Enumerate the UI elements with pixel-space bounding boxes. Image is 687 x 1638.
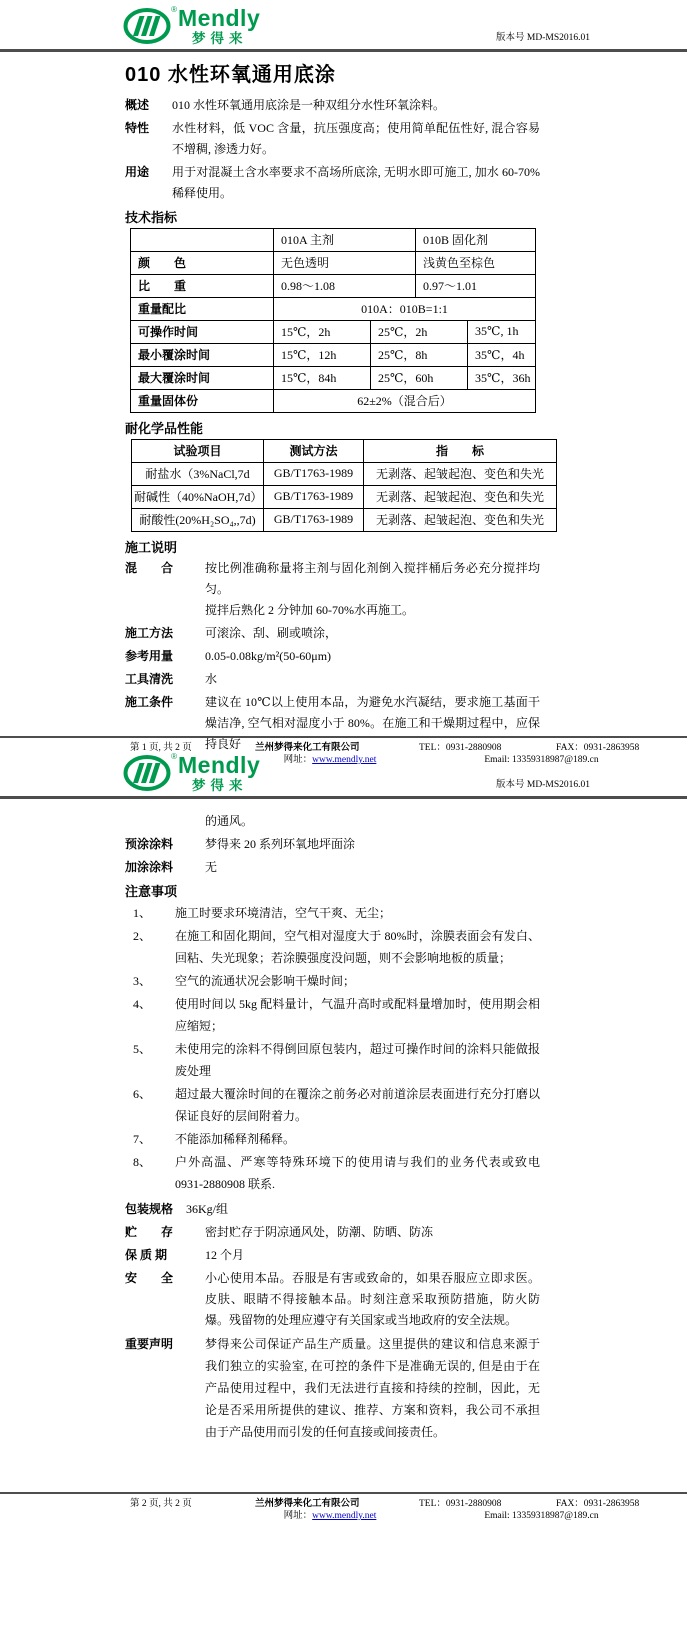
table-cell: 0.98～1.08 — [274, 274, 416, 297]
mendly-logo — [123, 754, 260, 793]
table-cell: 25℃，8h — [371, 343, 468, 366]
company-email: Email: 13359318987@189.cn — [484, 1511, 599, 1521]
topcoat-text: 无 — [205, 859, 218, 874]
company-website — [255, 1510, 405, 1522]
table-cell: 25℃，60h — [371, 366, 468, 389]
note-item-6 — [125, 1083, 540, 1127]
overview-text: 010 水性环氧通用底涂是一种双组分水性环氧涂料。 — [172, 97, 446, 112]
statement-row — [125, 1333, 540, 1443]
overview-label: 概述 — [125, 97, 150, 112]
company-email: Email: 13359318987@189.cn — [484, 755, 599, 765]
table-row — [132, 508, 557, 531]
table-cell: 0.97～1.01 — [416, 274, 536, 297]
version-label: 版本号 MD-MS2016.01 — [496, 32, 590, 43]
safety-row — [125, 1268, 540, 1331]
page-number: 第 2 页, 共 2 页 — [130, 1499, 192, 1509]
mendly-logo — [123, 7, 260, 46]
table-cell: 最小覆涂时间 — [131, 343, 274, 366]
table-cell: 测试方法 — [264, 439, 364, 462]
note-text: 超过最大覆涂时间的在覆涂之前务必对前道涂层表面进行充分打磨以保证良好的层间附着力。 — [175, 1086, 540, 1123]
method-text: 可滚涂、刮、刷或喷涂， — [205, 625, 338, 640]
note-text: 户外高温、严寒等特殊环境下的使用请与我们的业务代表或致电 0931-2880908 联系. — [175, 1154, 540, 1191]
table-cell: 耐碱性（40%NaOH,7d） — [132, 485, 264, 508]
mixing-row — [125, 558, 540, 621]
note-item-3 — [125, 970, 540, 992]
table-cell: 010B 固化剂 — [416, 228, 536, 251]
overview-row — [125, 95, 540, 116]
conditions-text: 建议在 10℃以上使用本品，为避免水汽凝结，要求施工基面干燥洁净, 空气相对湿度小于 80%。在施工和干燥期过程中，应保持良好 — [205, 694, 540, 751]
dosage-label: 参考用量 — [125, 648, 174, 663]
topcoat-row — [125, 857, 540, 878]
mendly-logo-icon — [123, 752, 177, 792]
table-cell: GB/T1763-1989 — [264, 485, 364, 508]
statement-text: 梦得来公司保证产品生产质量。这里提供的建议和信息来源于我们独立的实验室, 在可控的条件下是准确无误的, 但是由于在产品使用过程中，我们无法进行直接和持续的控制，因此，无论是否采用所提供的建议、推荐、方案和资料，我公司不承担由于产品使用而引发的任何直接或间接责任。 — [205, 1336, 540, 1439]
mendly-logo-icon — [123, 5, 177, 45]
note-text: 在施工和固化期间，空气相对湿度大于 80%时，涂膜表面会有发白、回粘、失光现象；若涂膜强度没问题，则不会影响地板的质量； — [175, 928, 540, 965]
page-number: 第 1 页, 共 2 页 — [130, 743, 192, 753]
precoat-text: 梦得来 20 系列环氧地坪面涂 — [205, 836, 356, 851]
page1-header — [0, 0, 687, 49]
note-text: 使用时间以 5kg 配料量计，气温升高时或配料量增加时，使用期会相应缩短； — [175, 996, 540, 1033]
table-row — [131, 274, 536, 297]
table-cell: 无剥落、起皱起泡、变色和失光 — [364, 462, 557, 485]
tech-specs-table — [130, 228, 536, 413]
table-cell: 耐酸性(20%H₂SO₄,,7d) — [132, 508, 264, 531]
table-cell: 010A：010B=1:1 — [274, 297, 536, 320]
features-row — [125, 118, 540, 160]
header-divider — [0, 49, 687, 52]
table-cell: 重量固体份 — [131, 389, 274, 412]
table-cell: 耐盐水（3%NaCl,7d — [132, 462, 264, 485]
cleaning-text: 水 — [205, 671, 218, 686]
header-divider — [0, 796, 687, 799]
table-row — [131, 228, 536, 251]
table-cell: 010A 主剂 — [274, 228, 416, 251]
method-row — [125, 623, 540, 644]
table-cell: 15℃，12h — [274, 343, 371, 366]
shelf-life-text: 12 个月 — [205, 1247, 245, 1262]
note-text: 未使用完的涂料不得倒回原包装内，超过可操作时间的涂料只能做报废处理 — [175, 1041, 540, 1078]
brand-name-cn: 梦得来 — [192, 778, 248, 793]
storage-text: 密封贮存于阴凉通风处，防潮、防晒、防冻 — [205, 1224, 434, 1239]
table-cell: 可操作时间 — [131, 320, 274, 343]
page1-content — [0, 62, 687, 755]
mixing-label: 混 合 — [125, 560, 174, 575]
page-1 — [0, 0, 687, 765]
table-cell: 35℃, 1h — [468, 320, 536, 343]
precoat-label: 预涂涂料 — [125, 836, 174, 851]
page2-header — [0, 747, 687, 796]
company-tel: TEL：0931-2880908 — [419, 743, 502, 753]
package-text: 36Kg/组 — [186, 1201, 229, 1216]
table-row — [132, 485, 557, 508]
version-label: 版本号 MD-MS2016.01 — [496, 779, 590, 790]
website-link[interactable]: www.mendly.net — [312, 1511, 377, 1521]
table-cell: 无剥落、起皱起泡、变色和失光 — [364, 485, 557, 508]
note-item-5 — [125, 1038, 540, 1082]
storage-row — [125, 1222, 540, 1243]
document-title: 010 水性环氧通用底涂 — [125, 63, 336, 86]
statement-label: 重要声明 — [125, 1336, 174, 1351]
safety-text: 小心使用本品。吞服是有害或致命的，如果吞服应立即求医。皮肤、眼睛不得接触本品。时刻注意采取预防措施，防火防爆。残留物的处理应遵守有关国家或当地政府的安全法规。 — [205, 1270, 540, 1327]
table-row — [131, 389, 536, 412]
company-fax: FAX：0931-2863958 — [556, 743, 640, 753]
note-item-2 — [125, 925, 540, 969]
precoat-row — [125, 834, 540, 855]
method-label: 施工方法 — [125, 625, 174, 640]
note-item-7 — [125, 1128, 540, 1150]
table-cell: 试验项目 — [132, 439, 264, 462]
conditions-label: 施工条件 — [125, 694, 174, 709]
shelf-life-label: 保 质 期 — [125, 1247, 168, 1262]
notes-title: 注意事项 — [125, 883, 178, 899]
note-number: 3、 — [133, 973, 152, 988]
brand-text — [178, 754, 260, 793]
note-text: 施工时要求环境清洁，空气干爽、无尘； — [175, 905, 392, 920]
website-label: 网址： — [283, 1511, 313, 1521]
footer-divider — [0, 1492, 687, 1494]
usage-text: 用于对混凝土含水率要求不高场所底涂, 无明水即可施工, 加水 60-70%稀释使用。 — [172, 164, 540, 200]
table-row — [132, 462, 557, 485]
mixing-text — [205, 558, 540, 621]
cleaning-label: 工具清洗 — [125, 671, 174, 686]
note-item-8 — [125, 1151, 540, 1195]
page2-content — [0, 811, 687, 1443]
table-cell: 15℃，84h — [274, 366, 371, 389]
note-number: 7、 — [133, 1131, 152, 1146]
safety-label: 安 全 — [125, 1270, 174, 1285]
mixing-line-1: 按比例准确称量将主剂与固化剂倒入搅拌桶后务必充分搅拌均匀。 — [205, 560, 540, 596]
table-cell: GB/T1763-1989 — [264, 462, 364, 485]
package-row — [125, 1199, 540, 1220]
table-cell: GB/T1763-1989 — [264, 508, 364, 531]
features-label: 特性 — [125, 120, 150, 135]
note-text: 空气的流通状况会影响干燥时间； — [175, 973, 356, 988]
table-cell: 最大覆涂时间 — [131, 366, 274, 389]
company-info — [255, 1498, 664, 1522]
chem-resistance-title: 耐化学品性能 — [125, 420, 204, 436]
page-2 — [0, 747, 687, 1638]
note-item-4 — [125, 993, 540, 1037]
table-row — [131, 320, 536, 343]
registered-trademark-icon: ® — [171, 5, 177, 15]
table-cell: 浅黄色至棕色 — [416, 251, 536, 274]
application-title: 施工说明 — [125, 539, 178, 555]
company-tel: TEL：0931-2880908 — [419, 1499, 502, 1509]
brand-text — [178, 7, 260, 46]
table-cell: 无剥落、起皱起泡、变色和失光 — [364, 508, 557, 531]
page2-footer — [0, 1492, 687, 1522]
note-number: 8、 — [133, 1154, 152, 1169]
brand-name-cn: 梦得来 — [192, 31, 248, 46]
topcoat-label: 加涂涂料 — [125, 859, 174, 874]
package-label: 包装规格 — [125, 1201, 174, 1216]
table-cell: 35℃，4h — [468, 343, 536, 366]
note-number: 1、 — [133, 905, 152, 920]
dosage-row — [125, 646, 540, 667]
table-row — [131, 366, 536, 389]
website-label: 网址： — [283, 755, 313, 765]
company-name: 兰州梦得来化工有限公司 — [255, 1499, 360, 1509]
dosage-text: 0.05-0.08kg/m²(50-60μm) — [205, 648, 332, 663]
table-cell: 15℃，2h — [274, 320, 371, 343]
table-row — [131, 297, 536, 320]
website-link[interactable]: www.mendly.net — [312, 755, 377, 765]
table-cell: 35℃，36h — [468, 366, 536, 389]
table-cell: 指 标 — [364, 439, 557, 462]
usage-row — [125, 162, 540, 204]
brand-name-en: Mendly — [178, 752, 261, 778]
table-cell: 无色透明 — [274, 251, 416, 274]
continuation-text: 的通风。 — [205, 813, 254, 828]
chem-resistance-table — [131, 439, 557, 532]
tech-specs-title: 技术指标 — [125, 209, 178, 225]
note-number: 2、 — [133, 928, 152, 943]
usage-label: 用途 — [125, 164, 150, 179]
registered-trademark-icon: ® — [171, 752, 177, 762]
table-cell: 颜 色 — [131, 251, 274, 274]
note-text: 不能添加稀释剂稀释。 — [175, 1131, 296, 1146]
footer-divider — [0, 736, 687, 738]
table-cell — [131, 228, 274, 251]
storage-label: 贮 存 — [125, 1224, 174, 1239]
mixing-line-2: 搅拌后熟化 2 分钟加 60-70%水再施工。 — [205, 602, 414, 617]
table-cell: 25℃，2h — [371, 320, 468, 343]
note-item-1 — [125, 902, 540, 924]
note-number: 5、 — [133, 1041, 152, 1056]
table-cell: 重量配比 — [131, 297, 274, 320]
table-row — [131, 343, 536, 366]
company-name: 兰州梦得来化工有限公司 — [255, 743, 360, 753]
note-number: 4、 — [133, 996, 152, 1011]
note-number: 6、 — [133, 1086, 152, 1101]
company-fax: FAX：0931-2863958 — [556, 1499, 640, 1509]
table-row — [131, 251, 536, 274]
brand-name-en: Mendly — [178, 5, 261, 31]
features-text: 水性材料，低 VOC 含量，抗压强度高；使用简单配伍性好, 混合容易不增稠, 渗透力好。 — [172, 120, 540, 156]
table-cell: 比 重 — [131, 274, 274, 297]
table-row — [132, 439, 557, 462]
shelf-life-row — [125, 1245, 540, 1266]
table-cell: 62±2%（混合后） — [274, 389, 536, 412]
cleaning-row — [125, 669, 540, 690]
